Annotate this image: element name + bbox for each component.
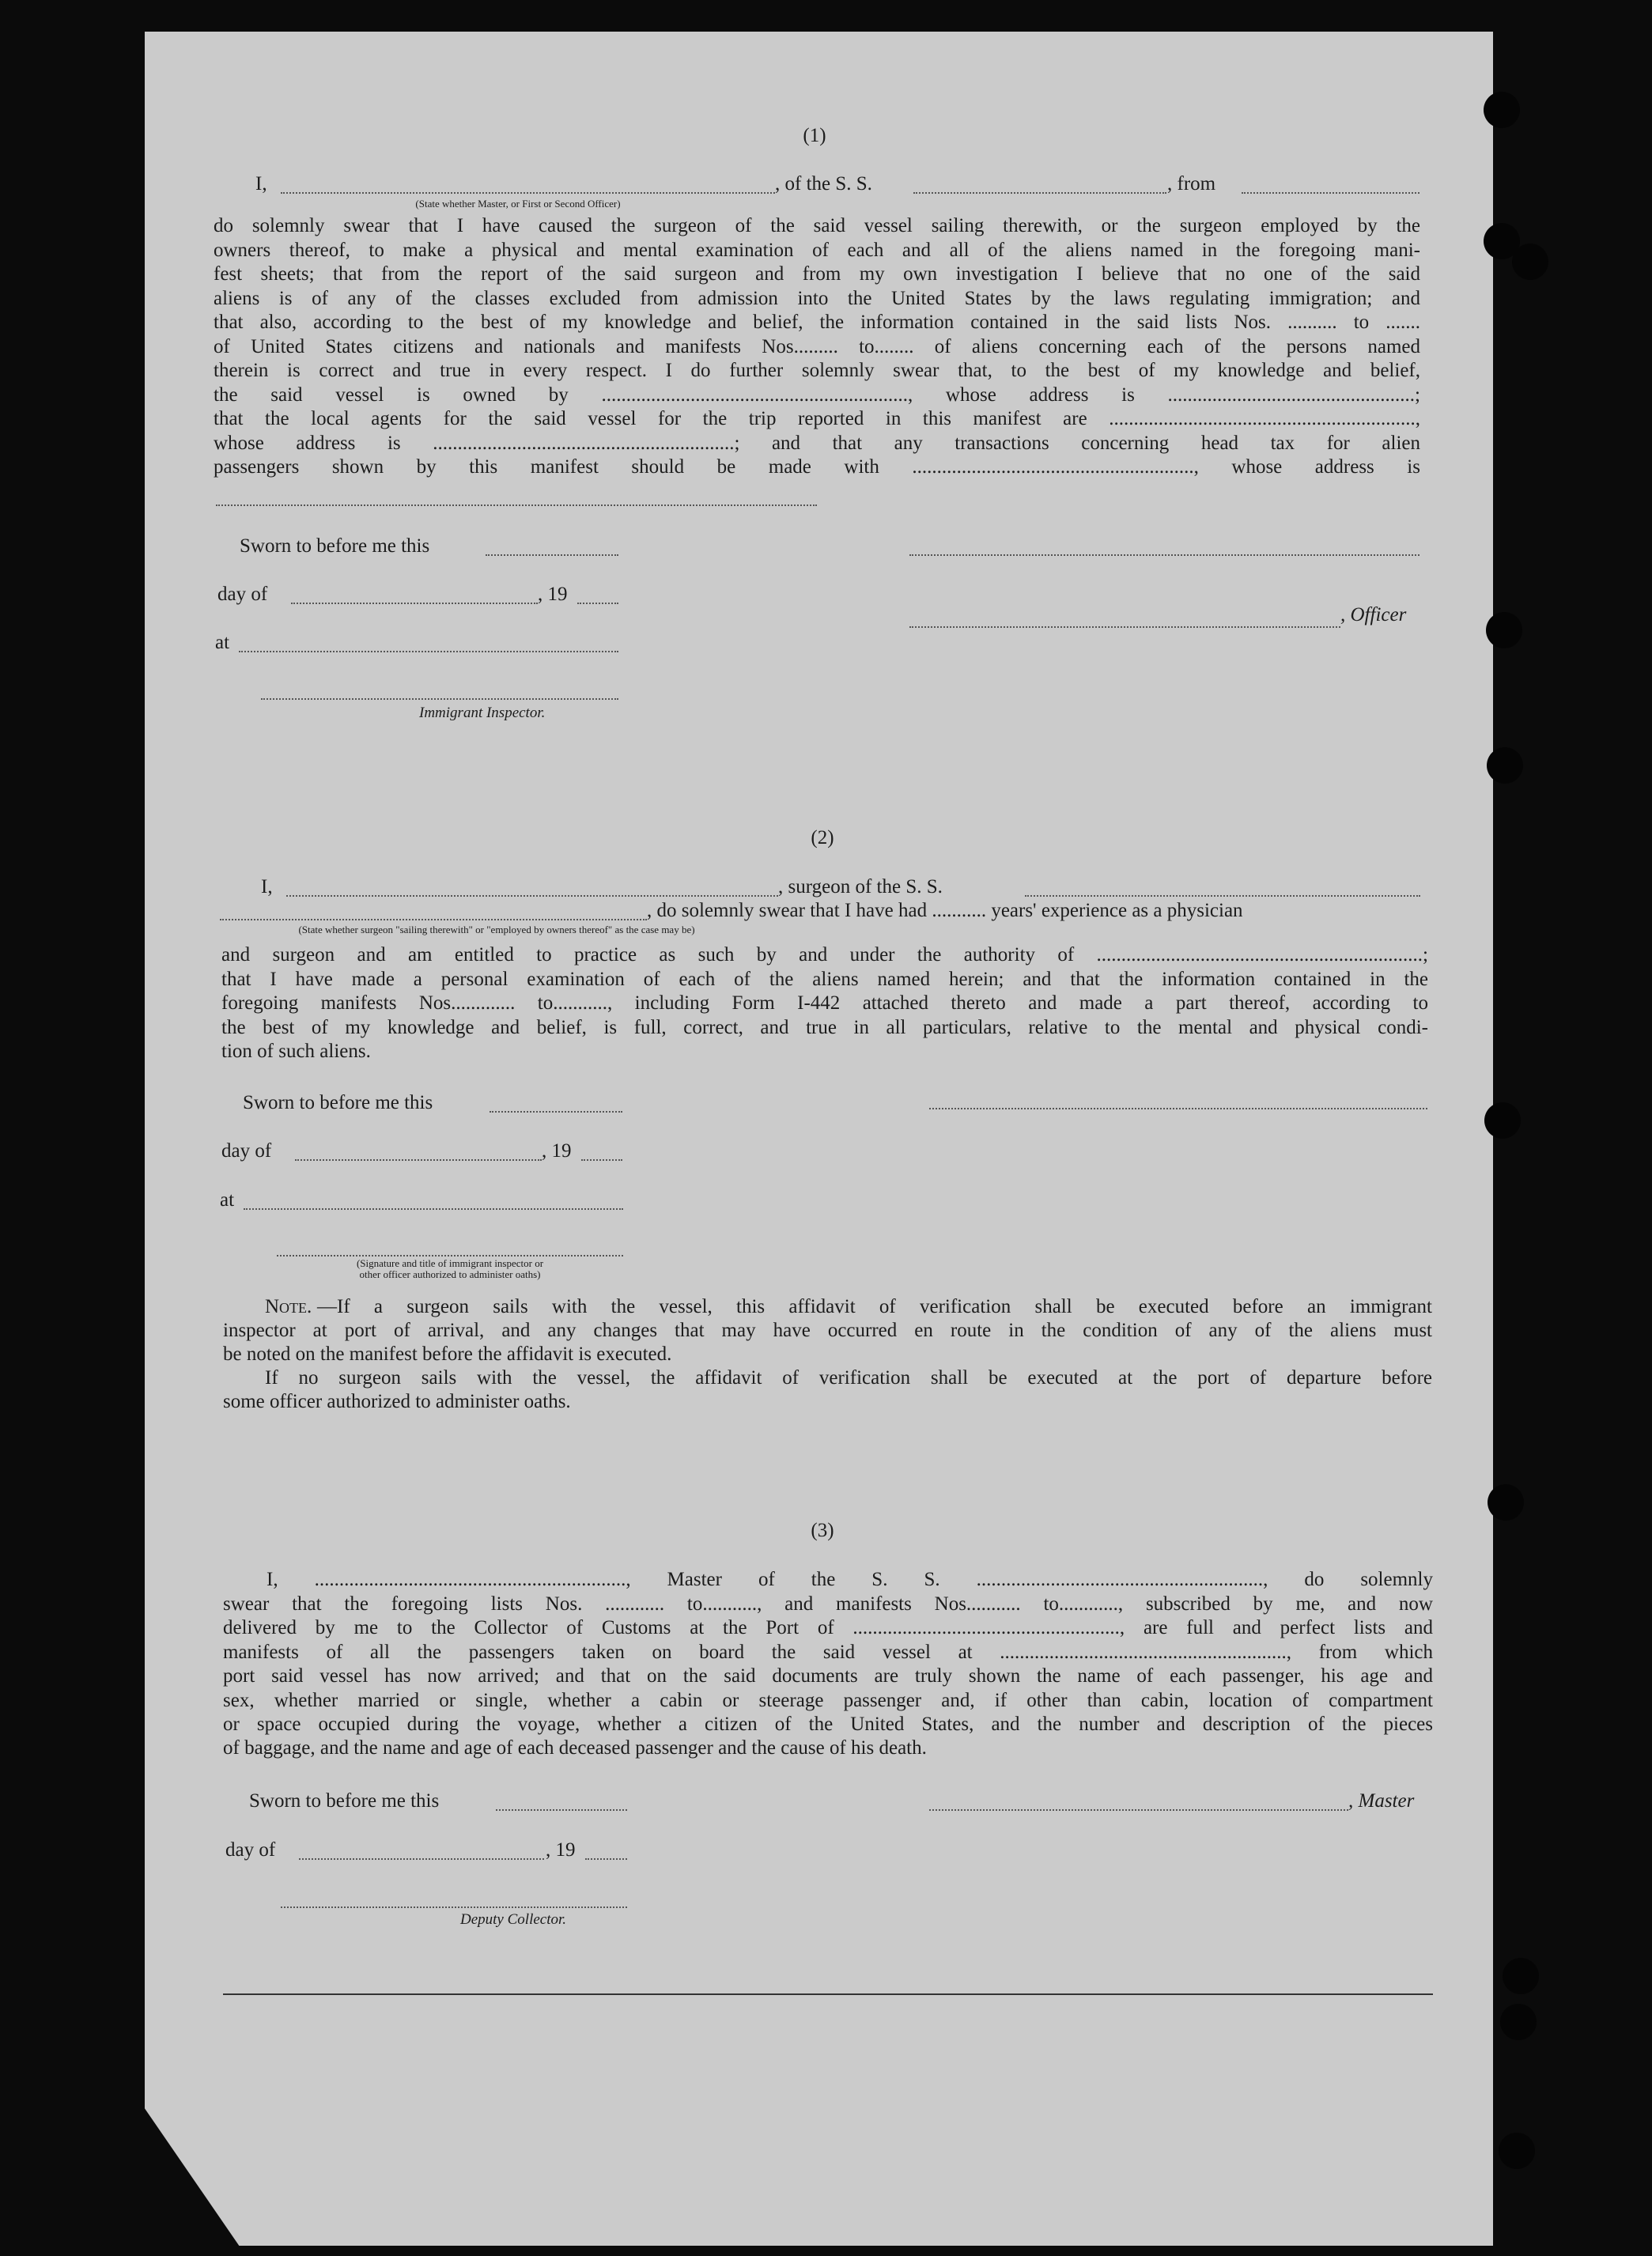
section-number: (1) — [803, 125, 826, 146]
fill-line — [496, 1809, 627, 1811]
sworn-text: Sworn to before me this — [249, 1790, 440, 1812]
signature-line — [261, 698, 618, 700]
signature-line — [281, 1906, 627, 1908]
punch-hole — [1512, 244, 1548, 280]
year-text: , 19 — [546, 1839, 576, 1861]
fill-line — [490, 1111, 622, 1113]
fill-line — [913, 192, 1166, 194]
note-label: Note. — [265, 1296, 312, 1317]
punch-hole — [1486, 612, 1522, 648]
note-text: be noted on the manifest before the affidavit is executed. — [223, 1343, 672, 1365]
fill-line — [1025, 895, 1420, 897]
fill-line — [577, 603, 618, 604]
signature-line — [909, 554, 1420, 556]
note-text: inspector at port of arrival, and any changes that may have occurred en route in the condition of any of the aliens must — [223, 1320, 1432, 1341]
section-number: (3) — [811, 1520, 834, 1541]
punch-hole — [1484, 92, 1520, 128]
note-text: some officer authorized to administer oaths. — [223, 1391, 571, 1412]
punch-hole — [1500, 2004, 1537, 2040]
fill-line — [244, 1208, 623, 1210]
day-text: day of — [221, 1140, 272, 1162]
punch-hole — [1499, 2133, 1535, 2169]
intro-text: , surgeon of the S. S. — [778, 876, 943, 897]
intro-text: I, — [261, 876, 273, 897]
punch-hole — [1487, 747, 1523, 784]
day-text: day of — [217, 584, 268, 605]
intro-text: I, — [255, 173, 267, 195]
intro-text: , do solemnly swear that I have had ........... years' experience as a physician — [647, 900, 1243, 921]
year-text: , 19 — [542, 1140, 572, 1162]
field-hint: (State whether Master, or First or Second Officer) — [415, 198, 621, 210]
fill-line — [1242, 192, 1420, 194]
field-hint: (State whether surgeon "sailing therewith" or "employed by owners thereof" as the case may be) — [298, 924, 695, 935]
at-text: at — [215, 632, 230, 653]
officer-label: , Officer — [1340, 604, 1407, 625]
year-text: , 19 — [538, 584, 568, 605]
sworn-text: Sworn to before me this — [240, 535, 430, 557]
signature-hint: other officer authorized to administer oaths) — [359, 1268, 541, 1280]
fill-line — [281, 192, 775, 194]
affidavit-text: and surgeon and am entitled to practice as such by and under the authority of ..................................................................; that I have made a personal examination of each of the aliens named herein; and that the information contained in the foregoing manifests Nos............. to..........., including Form I-442 attached thereto and made a part thereof, according to the best of my knowledge and belief, is full, correct, and true in all particulars, relative to the mental and physical condi- — [221, 944, 1428, 1038]
at-text: at — [220, 1189, 235, 1211]
note-text: —If a surgeon sails with the vessel, this affidavit of verification shall be executed before an immigrant — [317, 1296, 1432, 1317]
signature-line — [277, 1255, 623, 1256]
affidavit-text: tion of such aliens. — [221, 1041, 371, 1062]
bottom-rule — [223, 1993, 1433, 1995]
collector-label: Deputy Collector. — [460, 1911, 567, 1928]
sworn-text: Sworn to before me this — [243, 1092, 433, 1113]
punch-hole — [1488, 1484, 1524, 1521]
fill-line — [295, 1159, 542, 1161]
affidavit-text: do solemnly swear that I have caused the surgeon of the said vessel sailing therewith, or the surgeon employed by the owners thereof, to make a physical and mental examination of each and all of the aliens named in the foregoing mani- fest sheets; that from the report of the said surgeon and from my own investigation I believe that no one of the said aliens is of any of the classes excluded from admission into the United States by the laws regulating immigration; and that also, according to the best of my knowledge and belief, the information contained in the said lists Nos. .......... to ....... of United States citizens and nationals and manifests Nos......... to........ of aliens concerning each of the persons named therein is correct and true in every respect. I do further solemnly swear that, to the best of my knowledge and belief, the said vessel is owned by .............................................................., whose address is ..................................................; that the local agents for the said vessel for the trip reported in this manifest are .............................................................., whose address is .............................................................; and that any transactions concerning head tax for alien passengers shown by this manifest should be made with ........................................................., whose address is — [214, 215, 1420, 478]
master-label: , Master — [1348, 1790, 1415, 1812]
intro-text: , of the S. S. — [775, 173, 872, 195]
fill-line — [291, 603, 538, 604]
fill-line — [486, 554, 618, 556]
affidavit-text: I, ..............................................................., Master of the S. S. .........................................................., do solemnly swear that the foregoing lists Nos. ............ to..........., and manifests Nos........... to............, subscribed by me, and now delivered by me to the Collector of Customs at the Port of ......................................................, are full and perfect lists and manifests of all the passengers taken on board the said vessel at .........................................................., from which port said vessel has now arrived; and that on the said documents are truly shown the name of each passenger, his age and sex, whether married or single, whether a cabin or steerage passenger and, if other than cabin, location of compartment or space occupied during the voyage, whether a citizen of the United States, and the number and description of the pieces — [223, 1569, 1433, 1735]
punch-hole — [1484, 1102, 1521, 1139]
signature-line — [929, 1809, 1348, 1811]
fill-line — [581, 1159, 622, 1161]
signature-hint: (Signature and title of immigrant inspector or — [356, 1257, 544, 1269]
signature-line — [929, 1108, 1427, 1109]
section-number: (2) — [811, 827, 834, 848]
note-text: If no surgeon sails with the vessel, the affidavit of verification shall be executed at the port of departure before — [265, 1367, 1432, 1389]
fill-line — [220, 919, 647, 920]
fill-line — [585, 1858, 627, 1860]
day-text: day of — [225, 1839, 276, 1861]
fill-line — [239, 651, 618, 652]
inspector-label: Immigrant Inspector. — [419, 705, 546, 721]
affidavit-text: of baggage, and the name and age of each deceased passenger and the cause of his death. — [223, 1737, 927, 1759]
signature-line — [909, 626, 1340, 628]
intro-text: , from — [1167, 173, 1216, 195]
fill-line — [216, 504, 817, 506]
fill-line — [286, 895, 778, 897]
punch-hole — [1503, 1958, 1539, 1994]
fill-line — [299, 1858, 544, 1860]
